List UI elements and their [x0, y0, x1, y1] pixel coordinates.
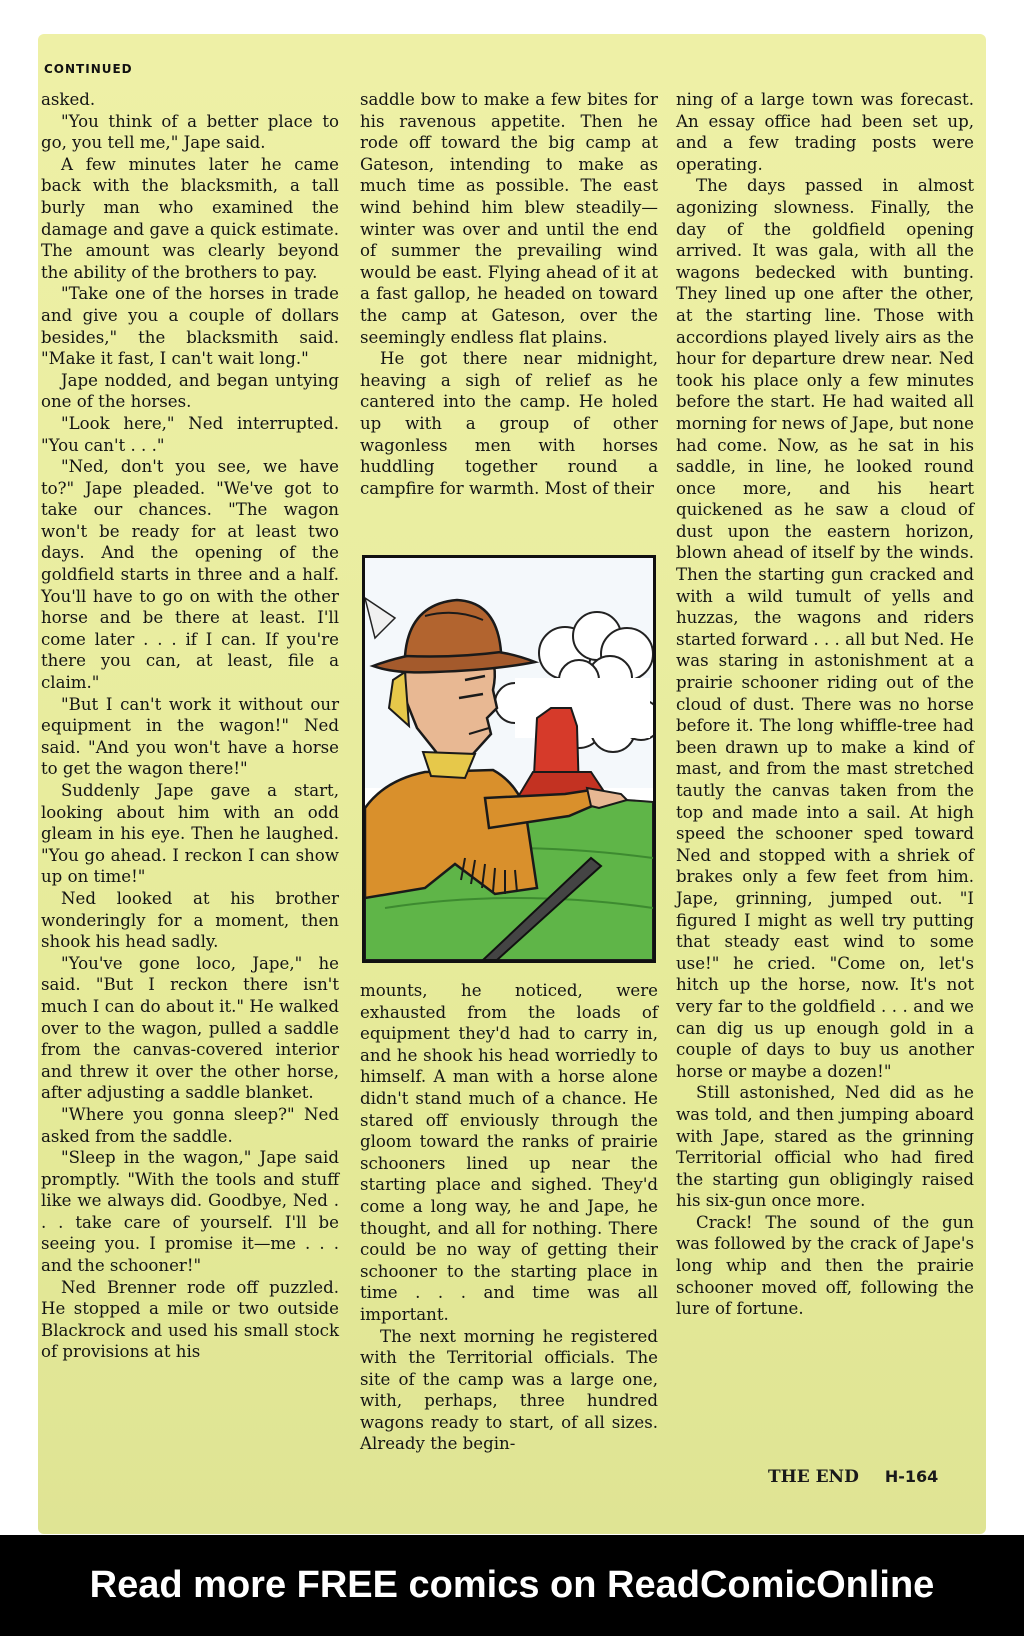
- paragraph: "Where you gonna sleep?" Ned asked from the saddle.: [41, 1104, 339, 1146]
- paragraph: "But I can't work it without our equipment in the wagon!" Ned said. "And you won't have a horse to get the wagon there!": [41, 694, 339, 779]
- paragraph: He got there near midnight, heaving a sigh of relief as he cantered into the camp. He holed up with a group of other wagonless men with horses huddling together round a campfire for warmth. Most of their: [360, 349, 658, 498]
- paragraph: Still astonished, Ned did as he was told, and then jumping aboard with Jape, stared as the grinning Territorial official who had fired the starting gun obligingly raised his six-gun once more.: [676, 1083, 974, 1211]
- paragraph: saddle bow to make a few bites for his ravenous appetite. Then he rode off toward the big camp at Gateson, intending to make as much time as possible. The east wind behind him blew steadily—winter was over and until the end of summer the prevailing wind would be east. Flying ahead of it at a fast gallop, he headed on toward the camp at Gateson, over the seemingly endless flat plains.: [360, 90, 658, 347]
- paragraph: Ned Brenner rode off puzzled. He stopped a mile or two outside Blackrock and used his small stock of provisions at his: [41, 1277, 339, 1362]
- paragraph: The next morning he registered with the Territorial officials. The site of the camp was a large one, with, perhaps, three hundred wagons ready to start, of all sizes. Already the begin-: [360, 1326, 658, 1454]
- paragraph: asked.: [41, 90, 96, 109]
- text-column-3: [676, 89, 974, 1320]
- paragraph: The days passed in almost agonizing slowness. Finally, the day of the goldfield opening arrived. It was gala, with all the wagons bedecked with bunting. They lined up one after the other, at the starting line. Those with accordions played lively airs as the hour for departure drew near. Ned took his place only a few minutes before the start. He had waited all morning for news of Jape, but none had come. Now, as he sat in his saddle, in line, he looked round once more, and his heart quickened as he saw a cloud of dust upon the eastern horizon, blown ahead of itself by the winds. Then the starting gun cracked and with a wild tumult of yells and huzzas, the wagons and riders started forward . . . all but Ned. He was staring in astonishment at a prairie schooner riding out of the cloud of dust. There was no horse before it. The long whiffle-tree had been drawn up to make a kind of mast, and from the mast stretched tautly the canvas taken from the top and made into a sail. At high speed the schooner sped toward Ned and stopped with a shriek of brakes only a few feet from him. Jape, grinning, jumped out. "I figured I might as well try putting that steady east wind to some use!" he cried. "Come on, let's hitch up the horse, now. It's not very far to the goldfield . . . and we can dig us up enough gold in a couple of days to buy us another horse or maybe a dozen!": [676, 176, 974, 1081]
- promo-banner[interactable]: [0, 1535, 1024, 1636]
- paragraph: "You've gone loco, Jape," he said. "But I reckon there isn't much I can do about it." He walked over to the wagon, pulled a saddle from the canvas-covered interior and threw it over the other horse, after adjusting a saddle blanket.: [41, 953, 339, 1103]
- paragraph: "Sleep in the wagon," Jape said promptly. "With the tools and stuff like we always did. Goodbye, Ned . . . take care of yourself. I'll be seeing you. I promise it—me . . . and the schooner!": [41, 1148, 339, 1276]
- the-end-label: THE END: [768, 1467, 859, 1487]
- story-footer: [768, 1467, 938, 1487]
- cowboy-pointing-icon: [365, 558, 653, 960]
- text-column-2-bottom: [360, 980, 658, 1455]
- paragraph: "Look here," Ned interrupted. "You can't . . .": [41, 413, 339, 455]
- page-code: H-164: [884, 1467, 939, 1486]
- paragraph: ning of a large town was forecast. An essay office had been set up, and a few trading posts were operating.: [676, 90, 974, 174]
- text-column-2-top: [360, 89, 658, 499]
- paragraph: mounts, he noticed, were exhausted from the loads of equipment they'd had to carry in, and he shook his head worriedly to himself. A man with a horse alone didn't stand much of a chance. He stared off enviously through the gloom toward the ranks of prairie schooners lined up near the starting place and sighed. They'd come a long way, he and Jape, he thought, and all for nothing. There could be no way of getting their schooner to the starting place in time . . . and time was all important.: [360, 981, 658, 1324]
- paragraph: Suddenly Jape gave a start, looking about him with an odd gleam in his eye. Then he laughed. "You go ahead. I reckon I can show up on time!": [41, 781, 339, 887]
- paragraph: Ned looked at his brother wonderingly for a moment, then shook his head sadly.: [41, 888, 339, 952]
- continued-label: CONTINUED: [44, 62, 133, 76]
- paragraph: "Ned, don't you see, we have to?" Jape pleaded. "We've got to take our chances. "The wagon won't be ready for at least two days. And the opening of the goldfield starts in three and a half. You'll have to go on with the other horse and be there at least. I'll come later . . . if I can. If you're there you can, at least, file a claim.": [41, 457, 339, 693]
- paragraph: "Take one of the horses in trade and give you a couple of dollars besides," the blacksmith said. "Make it fast, I can't wait long.": [41, 284, 339, 369]
- illustration-panel: [362, 555, 656, 963]
- paragraph: Jape nodded, and began untying one of the horses.: [41, 370, 339, 412]
- paragraph: A few minutes later he came back with the blacksmith, a tall burly man who examined the damage and gave a quick estimate. The amount was clearly beyond the ability of the brothers to pay.: [41, 154, 339, 282]
- text-column-1: [41, 89, 339, 1363]
- promo-banner-text[interactable]: Read more FREE comics on ReadComicOnline: [89, 1564, 935, 1606]
- paragraph: Crack! The sound of the gun was followed by the crack of Jape's long whip and then the prairie schooner moved off, following the lure of fortune.: [676, 1212, 974, 1319]
- paragraph: "You think of a better place to go, you tell me," Jape said.: [41, 111, 339, 153]
